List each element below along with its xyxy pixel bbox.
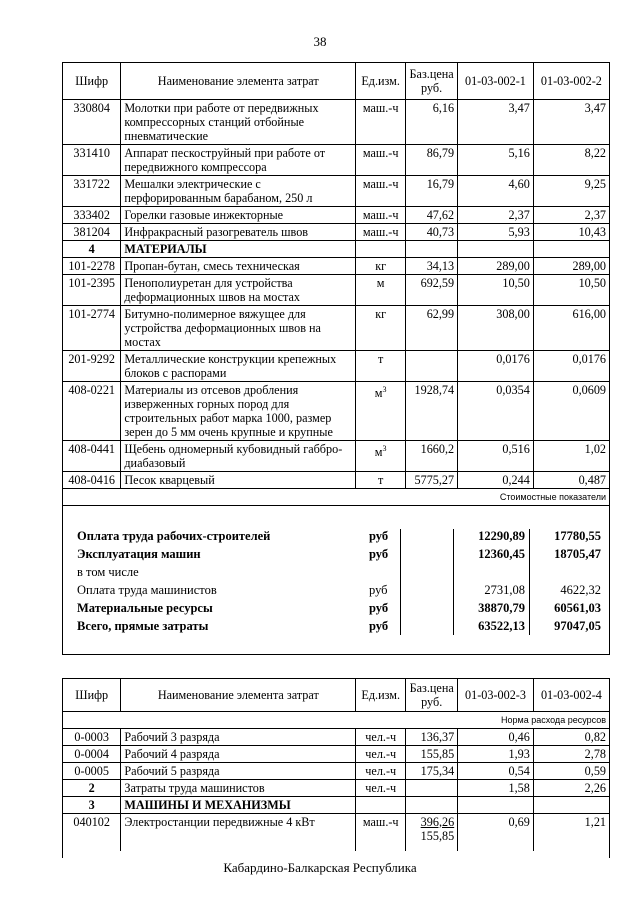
cost-unit: руб xyxy=(369,601,389,615)
cost-v2: 17780,55 xyxy=(554,529,601,543)
cost-v1: 63522,13 xyxy=(478,619,525,633)
cost-row xyxy=(63,565,609,583)
header-col2: 01-03-002-4 xyxy=(533,679,609,711)
row-name: Мешалки электрические с перфорированным барабаном, 250 л xyxy=(121,175,356,206)
table-row xyxy=(63,381,609,440)
cost-divider xyxy=(453,529,454,635)
cost-v2: 60561,03 xyxy=(554,601,601,615)
section-title: МАТЕРИАЛЫ xyxy=(121,240,356,257)
row-code: 101-2395 xyxy=(63,274,121,305)
row-name: Щебень одномерный кубовидный габбро-диабазовый xyxy=(121,440,356,471)
cost-row xyxy=(63,529,609,547)
row-code: 101-2774 xyxy=(63,305,121,350)
row-v1: 0,516 xyxy=(458,440,534,471)
table-row xyxy=(63,175,609,206)
row-code: 040102 xyxy=(63,813,121,851)
row-code: 0-0004 xyxy=(63,745,121,762)
row-v1: 0,0176 xyxy=(458,350,534,381)
row-unit: маш.-ч xyxy=(356,813,406,851)
row-code: 408-0416 xyxy=(63,471,121,488)
row-name: Рабочий 3 разряда xyxy=(121,728,356,745)
cost-v1: 38870,79 xyxy=(478,601,525,615)
row-v1: 10,50 xyxy=(458,274,534,305)
row-price: 5775,27 xyxy=(406,471,458,488)
cost-divider xyxy=(529,529,530,635)
row-v1: 4,60 xyxy=(458,175,534,206)
row-name: Затраты труда машинистов xyxy=(121,779,356,796)
row-code: 333402 xyxy=(63,206,121,223)
row-v2: 2,26 xyxy=(533,779,609,796)
table-row xyxy=(63,350,609,381)
row-price-secondary: 155,85 xyxy=(420,828,455,843)
cost-row xyxy=(63,583,609,601)
row-v2: 3,47 xyxy=(533,99,609,144)
row-unit: кг xyxy=(356,305,406,350)
table-row xyxy=(63,779,609,796)
section-row-machines xyxy=(63,796,609,813)
footer-region: Кабардино-Балкарская Республика xyxy=(223,860,417,875)
table-row xyxy=(63,813,609,851)
cost-label: Оплата труда рабочих-строителей xyxy=(77,529,271,543)
header-unit: Ед.изм. xyxy=(356,679,406,711)
row-v1: 5,93 xyxy=(458,223,534,240)
row-code: 201-9292 xyxy=(63,350,121,381)
table-row xyxy=(63,745,609,762)
row-v1: 289,00 xyxy=(458,257,534,274)
row-unit: кг xyxy=(356,257,406,274)
row-v1: 1,58 xyxy=(458,779,534,796)
header-col2: 01-03-002-2 xyxy=(533,63,609,99)
row-price: 155,85 xyxy=(406,745,458,762)
cost-unit: руб xyxy=(369,583,388,597)
row-v1: 0,69 xyxy=(458,813,534,851)
row-price: 6,16 xyxy=(406,99,458,144)
cost-label: Эксплуатация машин xyxy=(77,547,201,561)
row-v2: 616,00 xyxy=(533,305,609,350)
cost-header-row xyxy=(63,488,609,505)
cost-unit: руб xyxy=(369,529,389,543)
row-code: 331410 xyxy=(63,144,121,175)
row-v1: 1,93 xyxy=(458,745,534,762)
row-name: Рабочий 4 разряда xyxy=(121,745,356,762)
cost-v1: 12360,45 xyxy=(478,547,525,561)
row-code: 330804 xyxy=(63,99,121,144)
header-code: Шифр xyxy=(63,63,121,99)
row-name: Пропан-бутан, смесь техническая xyxy=(121,257,356,274)
row-code: 331722 xyxy=(63,175,121,206)
row-price: 692,59 xyxy=(406,274,458,305)
row-v1: 0,54 xyxy=(458,762,534,779)
row-price xyxy=(406,779,458,796)
row-price: 16,79 xyxy=(406,175,458,206)
row-unit: чел.-ч xyxy=(356,745,406,762)
row-price: 62,99 xyxy=(406,305,458,350)
row-code: 408-0441 xyxy=(63,440,121,471)
row-unit: маш.-ч xyxy=(356,175,406,206)
cost-label: Всего, прямые затраты xyxy=(77,619,209,633)
row-code: 0-0003 xyxy=(63,728,121,745)
cost-v2: 18705,47 xyxy=(554,547,601,561)
row-unit: чел.-ч xyxy=(356,779,406,796)
row-v2: 0,82 xyxy=(533,728,609,745)
table-row xyxy=(63,99,609,144)
section-code: 3 xyxy=(63,796,121,813)
row-price: 1928,74 xyxy=(406,381,458,440)
row-v2: 1,02 xyxy=(533,440,609,471)
row-price: 47,62 xyxy=(406,206,458,223)
table-row xyxy=(63,257,609,274)
row-name: Металлические конструкции крепежных блоков с распорами xyxy=(121,350,356,381)
row-v1: 2,37 xyxy=(458,206,534,223)
row-price: 40,73 xyxy=(406,223,458,240)
cost-v2: 97047,05 xyxy=(554,619,601,633)
table-row xyxy=(63,762,609,779)
row-name: Молотки при работе от передвижных компрессорных станций отбойные пневматические xyxy=(121,99,356,144)
table-row xyxy=(63,223,609,240)
row-unit: $м^3$ xyxy=(356,440,406,471)
cost-v1: 2731,08 xyxy=(484,583,525,597)
cost-row xyxy=(63,601,609,619)
cost-label: в том числе xyxy=(77,565,139,579)
row-v2: 1,21 xyxy=(533,813,609,851)
row-code: 2 xyxy=(63,779,121,796)
row-v2: 289,00 xyxy=(533,257,609,274)
row-price: 175,34 xyxy=(406,762,458,779)
row-v1: 0,244 xyxy=(458,471,534,488)
cost-unit: руб xyxy=(369,547,389,561)
row-name: Битумно-полимерное вяжущее для устройства деформационных швов на мостах xyxy=(121,305,356,350)
header-name: Наименование элемента затрат xyxy=(121,63,356,99)
row-v2: 0,0609 xyxy=(533,381,609,440)
row-unit: м xyxy=(356,274,406,305)
row-unit: чел.-ч xyxy=(356,728,406,745)
row-unit: т xyxy=(356,350,406,381)
row-v2: 10,43 xyxy=(533,223,609,240)
row-code: 101-2278 xyxy=(63,257,121,274)
cost-label: Материальные ресурсы xyxy=(77,601,213,615)
row-name: Электростанции передвижные 4 кВт xyxy=(121,813,356,851)
cost-v1: 12290,89 xyxy=(478,529,525,543)
cost-v2: 4622,32 xyxy=(560,583,601,597)
header-col1: 01-03-002-3 xyxy=(458,679,534,711)
table-row xyxy=(63,305,609,350)
row-price-cell xyxy=(406,813,458,851)
row-v1: 308,00 xyxy=(458,305,534,350)
table-1-grid xyxy=(63,63,609,506)
table-2-grid xyxy=(63,679,609,851)
resource-table-1 xyxy=(62,62,610,655)
row-v2: 0,59 xyxy=(533,762,609,779)
row-unit: маш.-ч xyxy=(356,223,406,240)
table-1-header-row xyxy=(63,63,609,99)
row-code: 381204 xyxy=(63,223,121,240)
row-v2: 2,37 xyxy=(533,206,609,223)
row-v1: 0,0354 xyxy=(458,381,534,440)
cost-divider xyxy=(400,529,401,635)
row-v2: 0,487 xyxy=(533,471,609,488)
row-name: Материалы из отсевов дробления изверженных горных пород для строительных работ марка 1000, размер зерен до 5 мм очень крупные и крупные xyxy=(121,381,356,440)
row-v2: 0,0176 xyxy=(533,350,609,381)
row-name: Песок кварцевый xyxy=(121,471,356,488)
row-name: Аппарат пескоструйный при работе от передвижного компрессора xyxy=(121,144,356,175)
row-price xyxy=(406,350,458,381)
row-name: Пенополиуретан для устройства деформационных швов на мостах xyxy=(121,274,356,305)
row-unit: т xyxy=(356,471,406,488)
row-price: 136,37 xyxy=(406,728,458,745)
norm-header: Норма расхода ресурсов xyxy=(63,711,609,728)
row-v2: 9,25 xyxy=(533,175,609,206)
row-v2: 10,50 xyxy=(533,274,609,305)
row-price: 1660,2 xyxy=(406,440,458,471)
table-row xyxy=(63,144,609,175)
row-unit: $м^3$ xyxy=(356,381,406,440)
row-price: 396,26 xyxy=(420,814,455,829)
cost-row xyxy=(63,619,609,637)
row-price: 34,13 xyxy=(406,257,458,274)
row-name: Горелки газовые инжекторные xyxy=(121,206,356,223)
table-row xyxy=(63,440,609,471)
row-unit: маш.-ч xyxy=(356,206,406,223)
row-code: 0-0005 xyxy=(63,762,121,779)
resource-table-2 xyxy=(62,678,610,858)
cost-header: Стоимостные показатели xyxy=(63,488,609,505)
cost-row xyxy=(63,547,609,565)
page-number: 38 xyxy=(313,34,327,49)
table-row xyxy=(63,471,609,488)
header-base-price: Баз.цена руб. xyxy=(406,679,458,711)
row-name: Инфракрасный разогреватель швов xyxy=(121,223,356,240)
cost-label: Оплата труда машинистов xyxy=(77,583,217,597)
row-unit: маш.-ч xyxy=(356,99,406,144)
header-base-price: Баз.цена руб. xyxy=(406,63,458,99)
header-col1: 01-03-002-1 xyxy=(458,63,534,99)
row-v1: 5,16 xyxy=(458,144,534,175)
row-v1: 0,46 xyxy=(458,728,534,745)
header-unit: Ед.изм. xyxy=(356,63,406,99)
row-v2: 2,78 xyxy=(533,745,609,762)
table-row xyxy=(63,274,609,305)
row-v2: 8,22 xyxy=(533,144,609,175)
table-row xyxy=(63,206,609,223)
section-row-materials xyxy=(63,240,609,257)
table-row xyxy=(63,728,609,745)
row-unit: маш.-ч xyxy=(356,144,406,175)
row-name: Рабочий 5 разряда xyxy=(121,762,356,779)
section-title: МАШИНЫ И МЕХАНИЗМЫ xyxy=(121,796,356,813)
cost-unit: руб xyxy=(369,619,389,633)
header-code: Шифр xyxy=(63,679,121,711)
row-price: 86,79 xyxy=(406,144,458,175)
norm-header-row xyxy=(63,711,609,728)
row-v1: 3,47 xyxy=(458,99,534,144)
section-code: 4 xyxy=(63,240,121,257)
header-name: Наименование элемента затрат xyxy=(121,679,356,711)
table-2-header-row xyxy=(63,679,609,711)
row-unit: чел.-ч xyxy=(356,762,406,779)
row-code: 408-0221 xyxy=(63,381,121,440)
